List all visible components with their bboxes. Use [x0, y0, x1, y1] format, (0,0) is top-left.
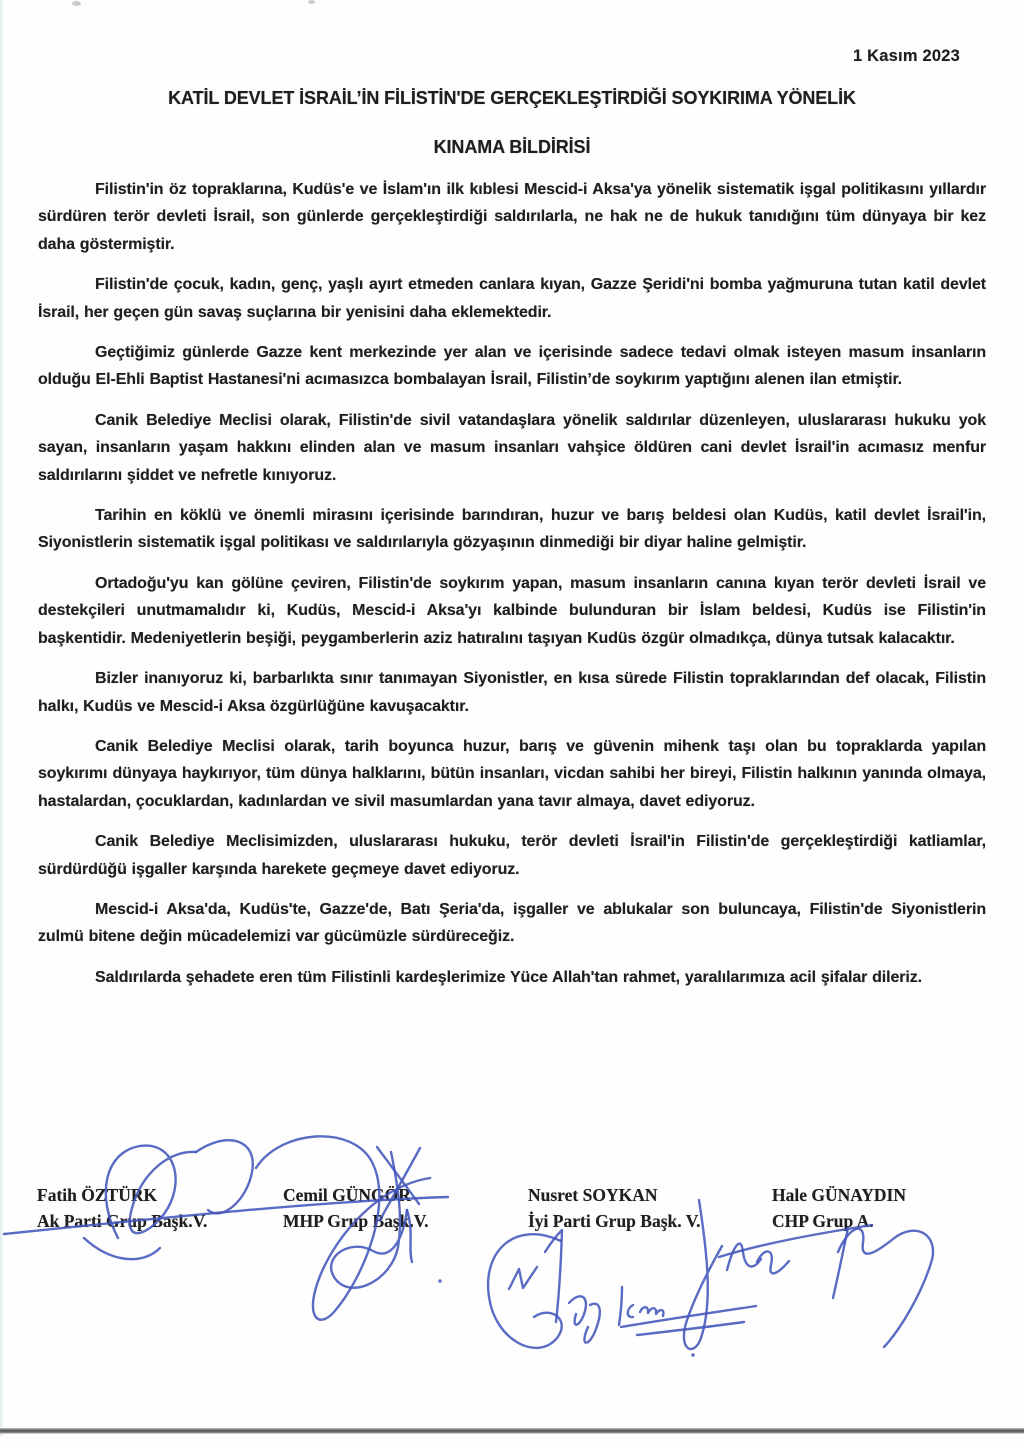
- paragraph-10: Mescid-i Aksa'da, Kudüs'te, Gazze'de, Batı Şeria'da, işgaller ve ablukalar son buluncaya, Filistin'de Siyonistlerin zulmü bitene değin mücadelemizi var gücümüzle sürdüreceğiz.: [38, 900, 986, 946]
- page-bottom-edge-shadow: [0, 1428, 1024, 1434]
- paragraph-9: Canik Belediye Meclisimizden, uluslararası hukuku, terör devleti İsrail'in Filistin'de gerçekleştirdiği katliamlar, sürdürdüğü işgaller karşında harekete geçmeye davet ediyoruz.: [38, 833, 986, 878]
- paragraph-5: Tarihin en köklü ve önemli mirasını içerisinde barındıran, huzur ve barış beldesi olan Kudüs, katil devlet İsrail'in, Siyonistlerin sistematik işgal politikası ve saldırılarıyla gözyaşının dinmediği bir diyar haline gelmiştir.: [38, 507, 986, 552]
- document-title-line1: KATİL DEVLET İSRAİL’İN FİLİSTİN'DE GERÇEKLEŞTİRDİĞİ SOYKIRIMA YÖNELİK: [168, 88, 856, 108]
- paragraph-6: Ortadoğu'yu kan gölüne çeviren, Filistin'de soykırım yapan, masum insanların canına kıyan terör devleti İsrail ve destekçileri unutmamalıdır ki, Kudüs, Mescid-i Aksa'yı kalbinde bulunduran bir İslam beldesi, Kudüs ise Filistin'in başkentidir. Medeniyetlerin beşiği, peygamberlerin aziz hatıralını taşıyan Kudüs özgür olmadıkça, dünya tutsak kalacaktır.: [38, 574, 986, 647]
- signatory-title: Ak Parti Grup Başk.V.: [37, 1211, 208, 1231]
- signatory-name: Cemil GÜNGÖR: [283, 1185, 411, 1205]
- signatory-fatih-ozturk: [37, 1182, 207, 1234]
- paragraph-3: Geçtiğimiz günlerde Gazze kent merkezinde yer alan ve içerisinde sadece tedavi olmak isteyen masum insanların olduğu El-Ehli Baptist Hastanesi'ni acımasızca bombalayan İsrail, Filistin’de soykırım yaptığını alenen ilan etmiştir.: [38, 344, 986, 389]
- signatory-cemil-gungor: [283, 1182, 429, 1234]
- scan-speck: [72, 1, 81, 6]
- paragraph-11: Saldırılarda şehadete eren tüm Filistinli kardeşlerimize Yüce Allah'tan rahmet, yaralılarımıza acil şifalar dileriz.: [95, 968, 922, 986]
- document-body: [38, 176, 986, 1004]
- signatory-nusret-soykan: [528, 1182, 700, 1234]
- document-title-line2: KINAMA BİLDİRİSİ: [433, 137, 591, 157]
- paragraph-1: Filistin'in öz topraklarına, Kudüs'e ve İslam'ın ilk kıblesi Mescid-i Aksa'ya yönelik sistematik işgal politikasını yıllardır sürdüren terör devleti İsrail, son günlerde gerçekleştirdiği saldırılarla, ne hak ne de hukuk tanıdığını tüm dünyaya bir kez daha göstermiştir.: [38, 181, 986, 253]
- paragraph-8: Canik Belediye Meclisi olarak, tarih boyunca huzur, barış ve güvenin mihenk taşı olan bu topraklarda yapılan soykırımı dünyaya haykırıyor, tüm dünya halklarını, bütün insanları, vicdan sahibi her bireyi, Filistin halkının yanında olmaya, hastalardan, çocuklardan, kadınlardan ve sivil masumlardan yana tavır almaya, davet ediyoruz.: [38, 737, 986, 810]
- signatory-title: MHP Grup Başk.V.: [283, 1211, 429, 1231]
- signatory-title: CHP Grup A.: [772, 1211, 874, 1231]
- paragraph-7: Bizler inanıyoruz ki, barbarlıkta sınır tanımayan Siyonistler, en kısa sürede Filistin topraklarından def olacak, Filistin halkı, Kudüs ve Mescid-i Aksa özgürlüğüne kavuşacaktır.: [38, 670, 986, 715]
- scan-speck: [308, 0, 315, 4]
- signatory-name: Nusret SOYKAN: [528, 1185, 658, 1205]
- scan-edge-artifact: [0, 0, 4, 1436]
- signatory-title: İyi Parti Grup Başk. V.: [528, 1211, 701, 1231]
- paragraph-4: Canik Belediye Meclisi olarak, Filistin'de sivil vatandaşlara yönelik saldırılar düzenleyen, uluslararası hukuku yok sayan, insanların yaşam hakkını elinden alan ve masum insanları vahşice öldüren cani devlet İsrail'in acımasız menfur saldırılarını şiddet ve nefretle kınıyoruz.: [38, 411, 986, 484]
- signatory-name: Hale GÜNAYDIN: [772, 1185, 907, 1205]
- paragraph-2: Filistin'de çocuk, kadın, genç, yaşlı ayırt etmeden canlara kıyan, Gazze Şeridi'ni bomba yağmuruna tutan katil devlet İsrail, her geçen gün savaş suçlarına bir yenisini daha eklemektedir.: [38, 276, 986, 321]
- signatory-hale-gunaydin: [772, 1182, 906, 1234]
- document-date: 1 Kasım 2023: [853, 47, 960, 65]
- signatory-name: Fatih ÖZTÜRK: [37, 1185, 158, 1205]
- signature-ink-hale-gunaydin: [719, 1225, 933, 1347]
